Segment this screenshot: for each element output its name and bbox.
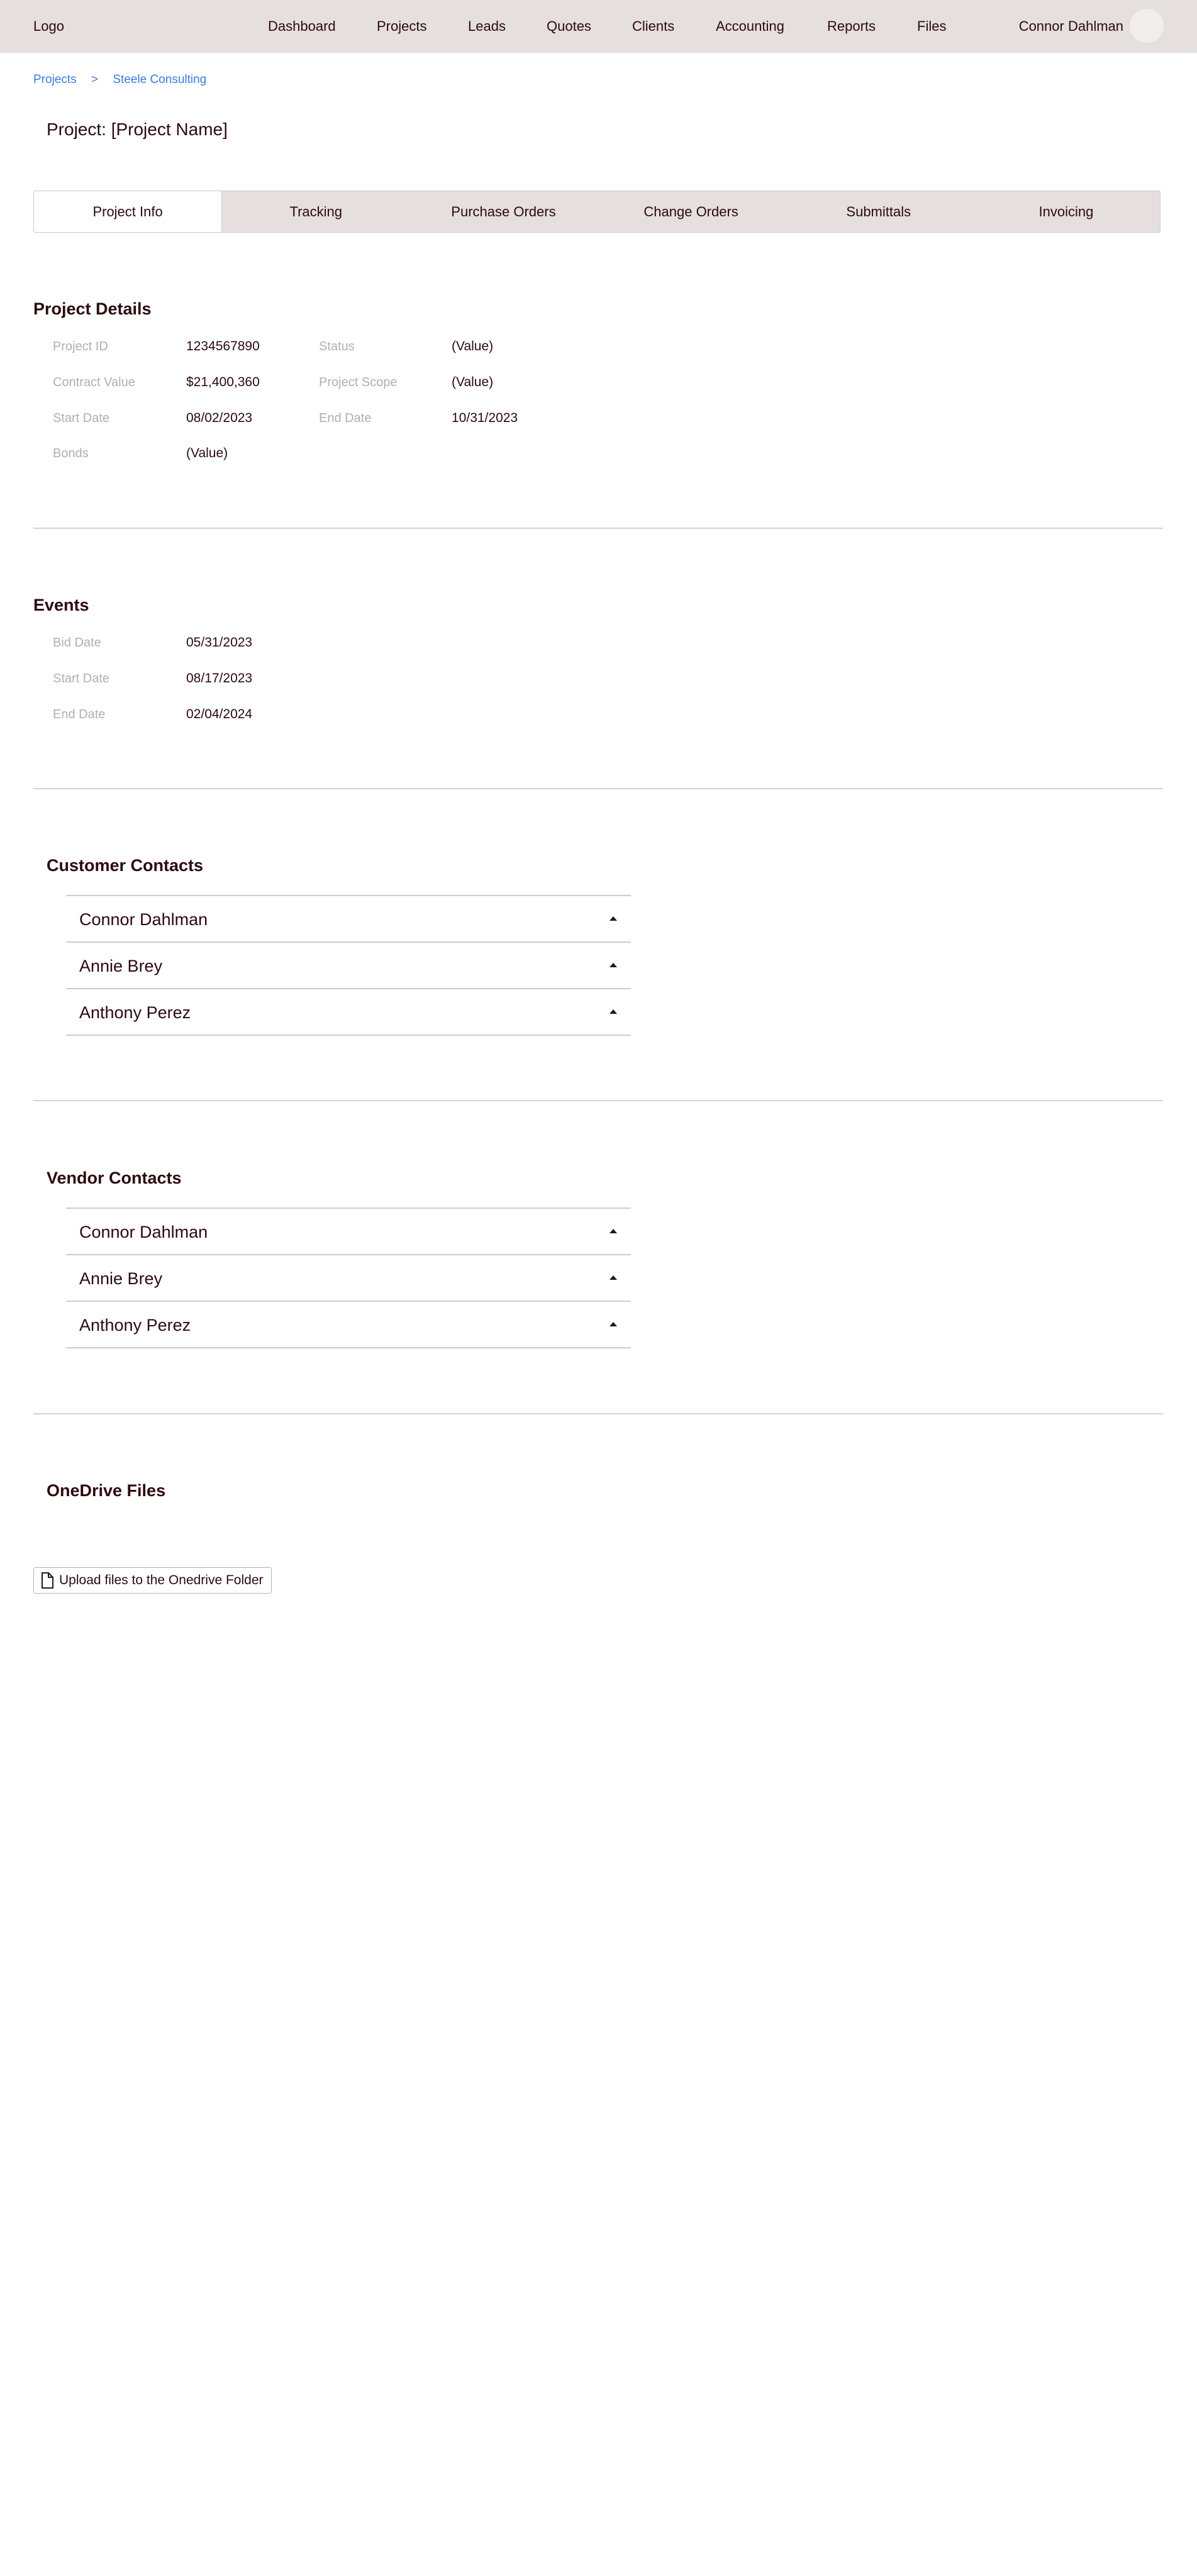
project-id-value: 1234567890 (186, 339, 260, 353)
caret-up-icon[interactable] (610, 1229, 617, 1233)
nav-item-quotes[interactable]: Quotes (547, 18, 591, 34)
customer-contact-item[interactable] (66, 896, 631, 943)
contact-name: Annie Brey (79, 957, 163, 975)
nav-item-leads[interactable]: Leads (468, 18, 506, 34)
nav-item-reports[interactable]: Reports (827, 18, 876, 34)
start-date-label: Start Date (53, 411, 110, 425)
project-scope-value: (Value) (452, 375, 494, 389)
file-icon (40, 1572, 54, 1589)
events-title: Events (33, 596, 89, 614)
caret-up-icon[interactable] (610, 963, 617, 967)
tab-project-info[interactable]: Project Info (34, 191, 222, 232)
breadcrumb-item-projects[interactable]: Projects (33, 73, 77, 86)
contract-value-label: Contract Value (53, 375, 135, 389)
section-divider (33, 788, 1163, 789)
project-scope-label: Project Scope (319, 375, 398, 389)
event-end-date-label: End Date (53, 708, 106, 721)
nav-item-accounting[interactable]: Accounting (716, 18, 784, 34)
caret-up-icon[interactable] (610, 1322, 617, 1326)
tab-invoicing[interactable]: Invoicing (1038, 203, 1094, 219)
vendor-contact-item[interactable] (66, 1302, 631, 1348)
breadcrumb-separator: > (91, 73, 99, 86)
vendor-contacts-list (66, 1208, 631, 1348)
caret-up-icon[interactable] (610, 916, 617, 921)
top-navigation-bar (0, 0, 1197, 53)
nav-item-clients[interactable]: Clients (632, 18, 675, 34)
nav-item-projects[interactable]: Projects (377, 18, 427, 34)
contract-value: $21,400,360 (186, 375, 260, 389)
nav-item-files[interactable]: Files (917, 18, 947, 34)
customer-contact-item[interactable] (66, 943, 631, 989)
bid-date-label: Bid Date (53, 636, 101, 650)
caret-up-icon[interactable] (610, 1275, 617, 1280)
page-title: Project: [Project Name] (47, 119, 228, 139)
section-divider (33, 1413, 1163, 1414)
customer-contacts-title: Customer Contacts (47, 856, 204, 875)
contact-name: Anthony Perez (79, 1003, 191, 1022)
customer-contacts-list (66, 895, 631, 1036)
project-id-label: Project ID (53, 340, 108, 353)
event-start-date-label: Start Date (53, 672, 110, 686)
nav-item-dashboard[interactable]: Dashboard (268, 18, 336, 34)
bonds-label: Bonds (53, 447, 89, 460)
bid-date-value: 05/31/2023 (186, 635, 253, 650)
contact-name: Anthony Perez (79, 1316, 191, 1335)
bonds-value: (Value) (186, 446, 228, 460)
customer-contact-item[interactable] (66, 989, 631, 1036)
tab-purchase-orders[interactable]: Purchase Orders (451, 203, 556, 219)
vendor-contacts-title: Vendor Contacts (47, 1169, 182, 1187)
breadcrumb-item-client[interactable]: Steele Consulting (113, 73, 207, 86)
upload-button-label: Upload files to the Onedrive Folder (59, 1573, 264, 1587)
caret-up-icon[interactable] (610, 1009, 617, 1014)
contact-name: Annie Brey (79, 1269, 163, 1288)
vendor-contact-item[interactable] (66, 1255, 631, 1302)
tab-bar (33, 191, 1161, 233)
user-name[interactable]: Connor Dahlman (1018, 18, 1123, 34)
contact-name: Connor Dahlman (79, 910, 208, 929)
tab-change-orders[interactable]: Change Orders (643, 203, 738, 219)
section-divider (33, 528, 1163, 529)
section-divider (33, 1100, 1163, 1101)
upload-onedrive-button[interactable] (33, 1567, 272, 1594)
start-date-value: 08/02/2023 (186, 411, 253, 425)
avatar[interactable] (1130, 9, 1164, 43)
end-date-value: 10/31/2023 (452, 411, 518, 425)
tab-tracking[interactable]: Tracking (289, 203, 343, 219)
vendor-contact-item[interactable] (66, 1209, 631, 1255)
status-value: (Value) (452, 339, 494, 353)
breadcrumb (33, 73, 206, 87)
onedrive-files-title: OneDrive Files (47, 1481, 166, 1500)
contact-name: Connor Dahlman (79, 1223, 208, 1241)
project-details-title: Project Details (33, 299, 152, 318)
event-end-date-value: 02/04/2024 (186, 707, 253, 721)
event-start-date-value: 08/17/2023 (186, 671, 253, 686)
status-label: Status (319, 340, 355, 353)
logo[interactable]: Logo (33, 18, 64, 34)
tab-submittals[interactable]: Submittals (846, 203, 911, 219)
end-date-label: End Date (319, 411, 372, 425)
